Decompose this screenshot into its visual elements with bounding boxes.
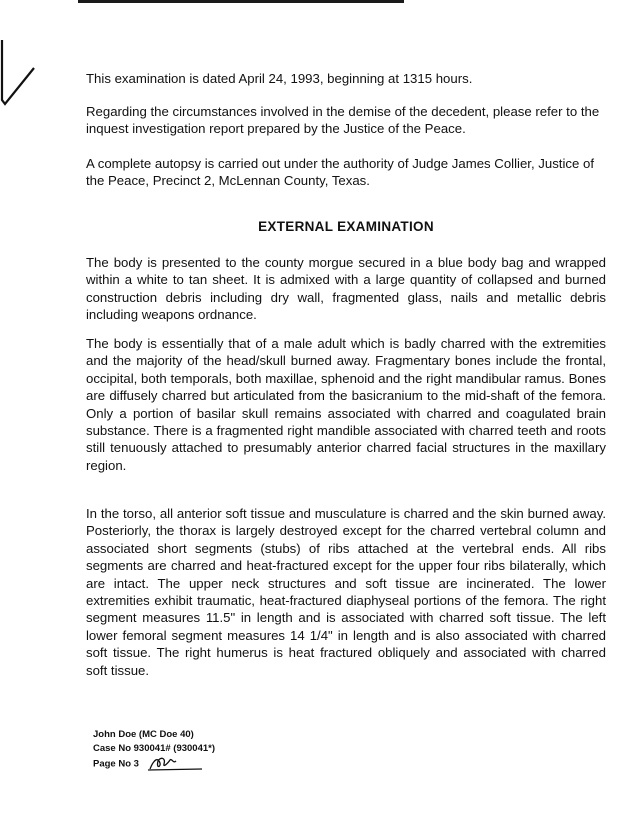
exam-date-paragraph: This examination is dated April 24, 1993, beginning at 1315 hours.	[86, 71, 473, 86]
margin-check-mark	[0, 40, 40, 110]
page-footer	[93, 728, 215, 773]
torso-paragraph: In the torso, all anterior soft tissue and musculature is charred and the skin burned away. Posteriorly, the thorax is largely destroyed except for the charred vertebral column and associated short segments (stubs) of ribs attached at the vertebral ends. All ribs segments are charred and heat-fractured except for the upper four ribs bilaterally, which are intact. The upper neck structures and soft tissue are incinerated. The lower extremities exhibit traumatic, heat-fractured diaphyseal portions of the femora. The right segment measures 11.5" in length and is associated with charred soft tissue. The left lower femoral segment measures 14 1/4" in length and is also associated with charred soft tissue. The right humerus is heat fractured obliquely and associated with charred soft tissue.	[86, 506, 606, 678]
top-rule	[78, 0, 404, 3]
footer-page-line	[93, 755, 215, 773]
circumstances-paragraph: Regarding the circumstances involved in the demise of the decedent, please refer to the inquest investigation report prepared by the Justice of the Peace.	[86, 104, 600, 137]
section-heading: EXTERNAL EXAMINATION	[258, 219, 434, 234]
presentation-paragraph: The body is presented to the county morgue secured in a blue body bag and wrapped within a white to tan sheet. It is admixed with a large quantity of collapsed and burned construction debris including dry wall, fragmented glass, nails and metallic debris including weapons ordnance.	[86, 255, 606, 323]
footer-case-number: Case No 930041# (930041*)	[93, 742, 216, 754]
body-description-paragraph: The body is essentially that of a male adult which is badly charred with the extremities and the majority of the head/skull burned away. Fragmentary bones include the frontal, occipital, both temporals, both maxillae, sphenoid and the right mandibular ramus. Bones are diffusely charred but articulated from the basicranium to the mid-shaft of the femora. Only a portion of basilar skull remains associated with charred and coagulated brain substance. There is a fragmented right mandible associated with charred teeth and roots still tenuously attached to presumably anterior charred facial structures in the maxillary region.	[86, 336, 606, 473]
authority-paragraph: A complete autopsy is carried out under the authority of Judge James Collier, Justice of the Peace, Precinct 2, McLennan County, Texas.	[86, 156, 594, 189]
footer-page-number: Page No 3	[93, 758, 139, 770]
footer-name: John Doe (MC Doe 40)	[93, 729, 194, 740]
handwritten-initials	[146, 755, 204, 773]
